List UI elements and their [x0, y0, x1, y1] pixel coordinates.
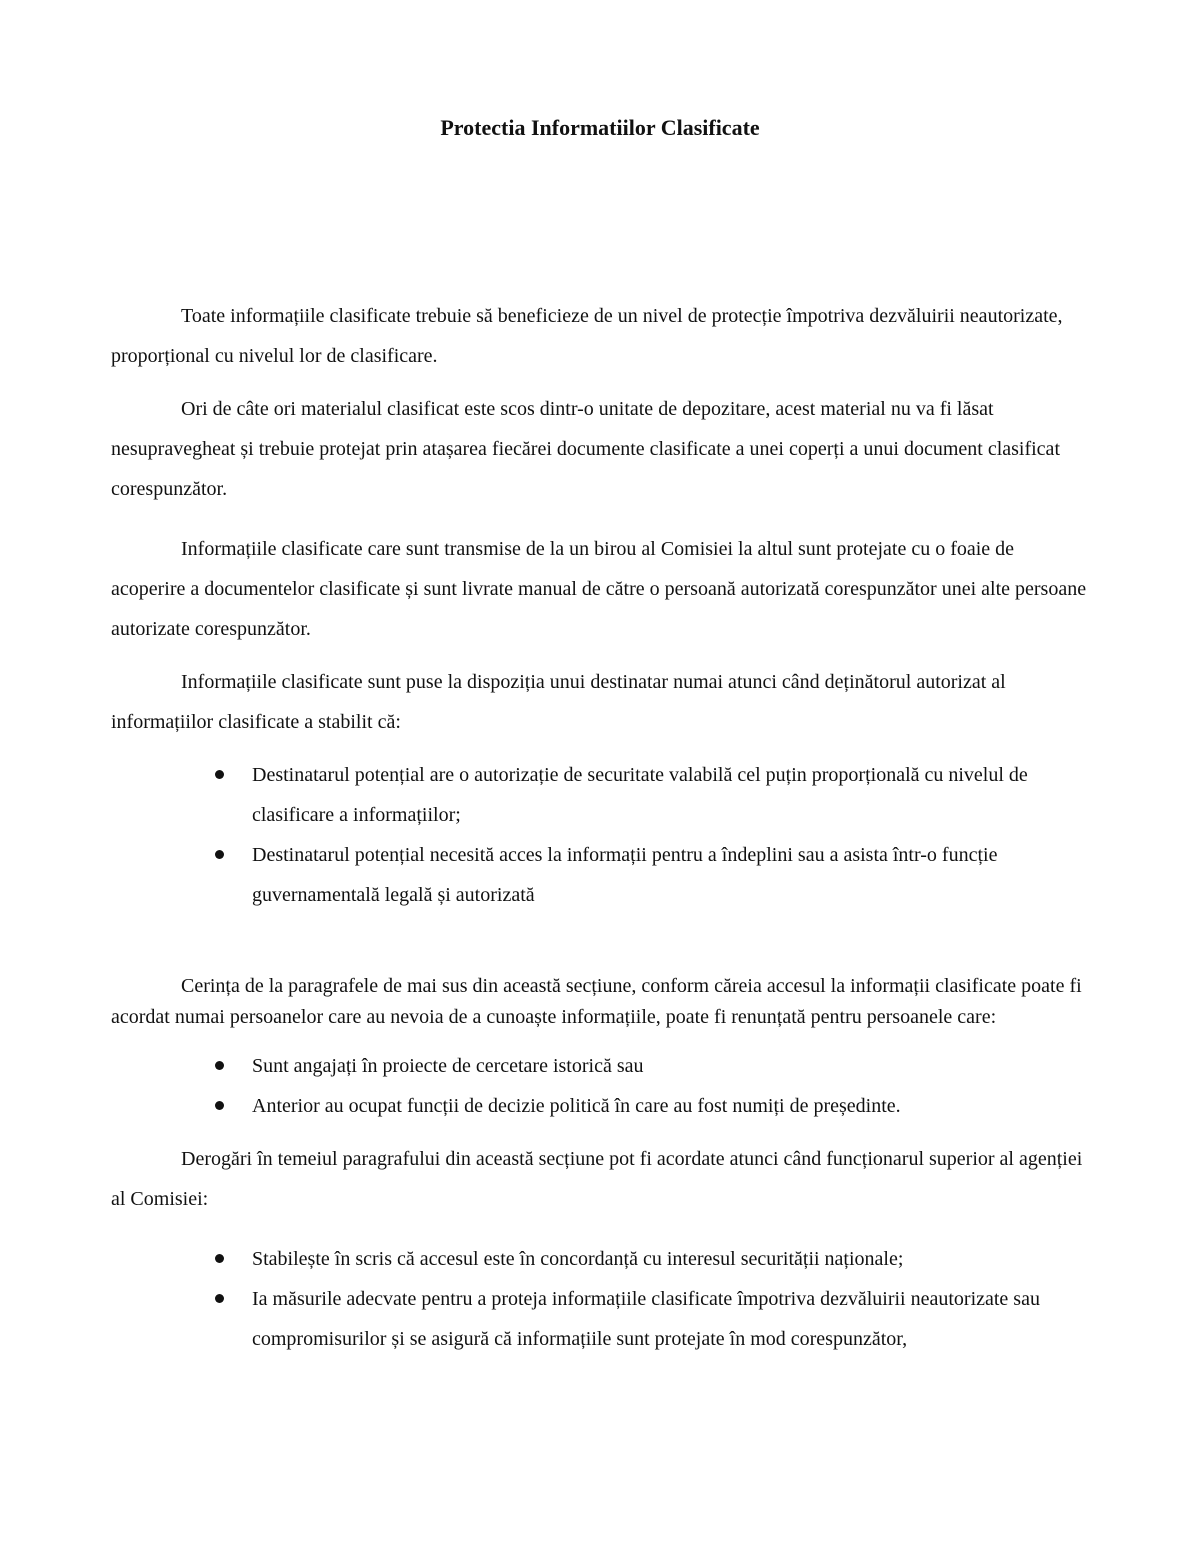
- list-item-text: Ia măsurile adecvate pentru a proteja informațiile clasificate împotriva dezvăluirii neautorizate sau compromisurilor și se asigură că informațiile sunt protejate în mod corespunzător,: [252, 1288, 1040, 1350]
- list-item: [252, 755, 1091, 835]
- bullet-icon: [215, 850, 224, 859]
- bullet-list-3: [111, 1239, 1091, 1359]
- list-item: [252, 1239, 1091, 1279]
- list-item: [252, 1086, 1091, 1126]
- list-item: [252, 835, 1091, 915]
- bullet-icon: [215, 1254, 224, 1263]
- list-item: [252, 1279, 1091, 1359]
- document-title: Protectia Informatiilor Clasificate: [440, 115, 760, 140]
- list-item-text: Sunt angajați în proiecte de cercetare istorică sau: [252, 1055, 644, 1077]
- bullet-icon: [215, 1101, 224, 1110]
- bullet-icon: [215, 770, 224, 779]
- bullet-list-2: [111, 1046, 1091, 1126]
- paragraph-4: Informațiile clasificate sunt puse la dispoziția unui destinatar numai atunci când deținătorul autorizat al informațiilor clasificate a stabilit că:: [111, 671, 1006, 733]
- list-item-text: Stabilește în scris că accesul este în concordanță cu interesul securității naționale;: [252, 1248, 904, 1270]
- paragraph-1: Toate informațiile clasificate trebuie să beneficieze de un nivel de protecție împotriva dezvăluirii neautorizate, proporțional cu nivelul lor de clasificare.: [111, 305, 1063, 367]
- bullet-icon: [215, 1061, 224, 1070]
- list-item-text: Destinatarul potențial are o autorizație de securitate valabilă cel puțin proporțională cu nivelul de clasificare a informațiilor;: [252, 764, 1028, 826]
- bullet-icon: [215, 1294, 224, 1303]
- list-item: [252, 1046, 1091, 1086]
- bullet-list-1: [111, 755, 1091, 915]
- paragraph-2: Ori de câte ori materialul clasificat este scos dintr-o unitate de depozitare, acest material nu va fi lăsat nesupravegheat și trebuie protejat prin atașarea fiecărei documente clasificate a unei coperți a unui document clasificat corespunzător.: [111, 398, 1060, 500]
- document-body: [111, 296, 1091, 1359]
- list-item-text: Anterior au ocupat funcții de decizie politică în care au fost numiți de președinte.: [252, 1095, 901, 1117]
- paragraph-3: Informațiile clasificate care sunt transmise de la un birou al Comisiei la altul sunt protejate cu o foaie de acoperire a documentelor clasificate și sunt livrate manual de către o persoană autorizată corespunzător unei alte persoane autorizate corespunzător.: [111, 538, 1087, 640]
- paragraph-6: Derogări în temeiul paragrafului din această secțiune pot fi acordate atunci când funcționarul superior al agenției al Comisiei:: [111, 1148, 1083, 1210]
- list-item-text: Destinatarul potențial necesită acces la informații pentru a îndeplini sau a asista într-o funcție guvernamentală legală și autorizată: [252, 844, 998, 906]
- paragraph-5: Cerința de la paragrafele de mai sus din această secțiune, conform căreia accesul la informații clasificate poate fi acordat numai persoanelor care au nevoia de a cunoaște informațiile, poate fi renunțată pentru persoanele care:: [111, 975, 1082, 1028]
